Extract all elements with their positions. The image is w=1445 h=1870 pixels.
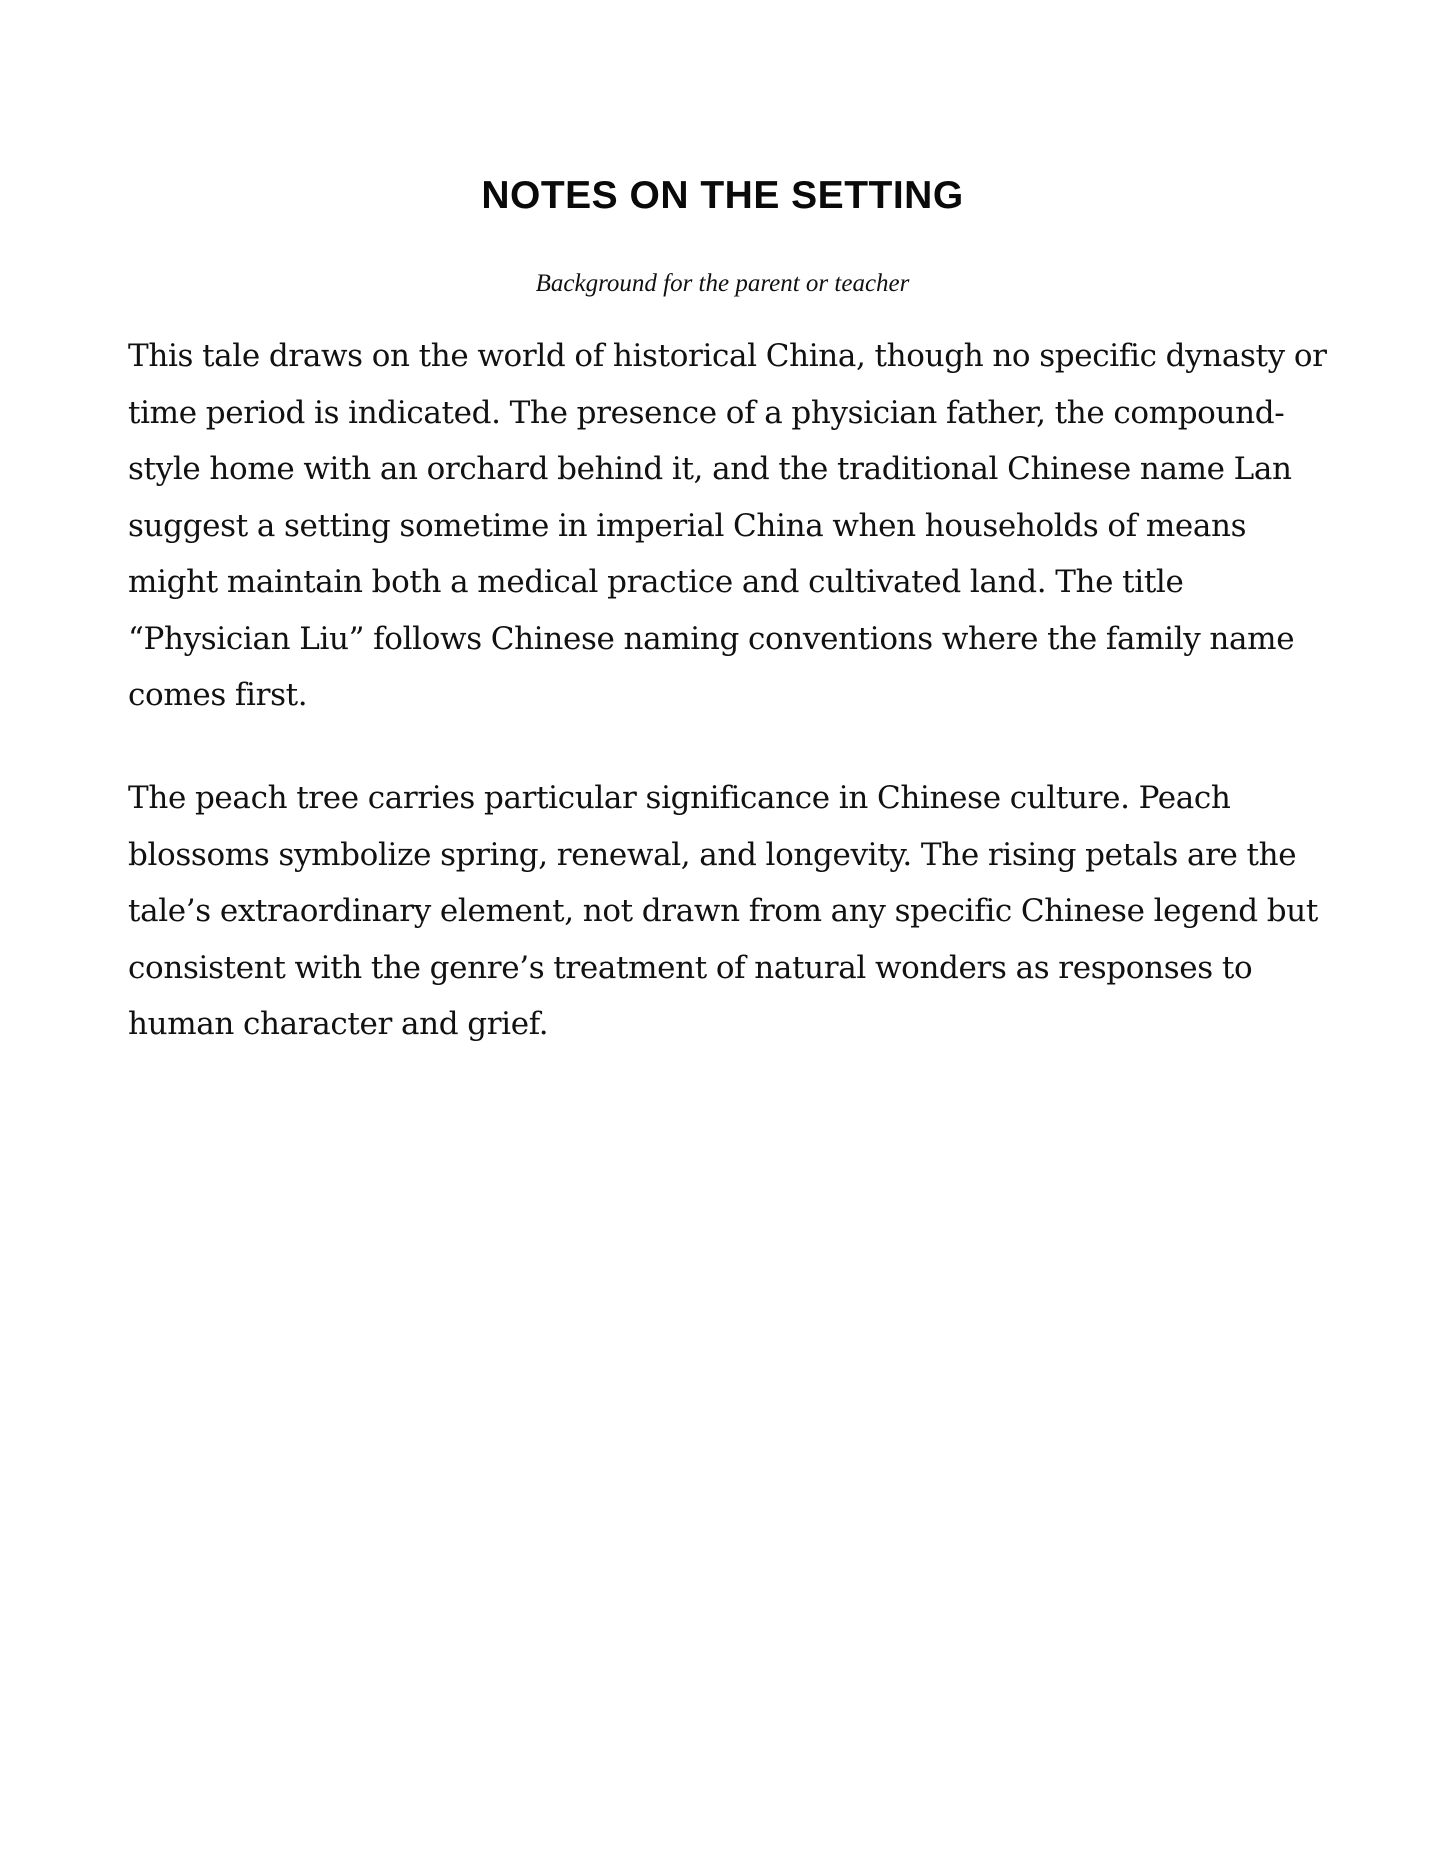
body-paragraph-setting: This tale draws on the world of historical China, though no specific dynasty or time period is indicated. The presence of a physician father, the compound-style home with an orchard behind it, and the traditional Chinese name Lan suggest a setting sometime in imperial China when households of means might maintain both a medical practice and cultivated land. The title “Physician Liu” follows Chinese naming conventions where the family name comes first. [128,338,1327,713]
page-title: NOTES ON THE SETTING [481,174,964,217]
body-paragraph-peach-tree: The peach tree carries particular significance in Chinese culture. Peach blossoms symbolize spring, renewal, and longevity. The rising petals are the tale’s extraordinary element, not drawn from any specific Chinese legend but consistent with the genre’s treatment of natural wonders as responses to human character and grief. [128,780,1318,1042]
page-subtitle: Background for the parent or teacher [535,270,910,297]
